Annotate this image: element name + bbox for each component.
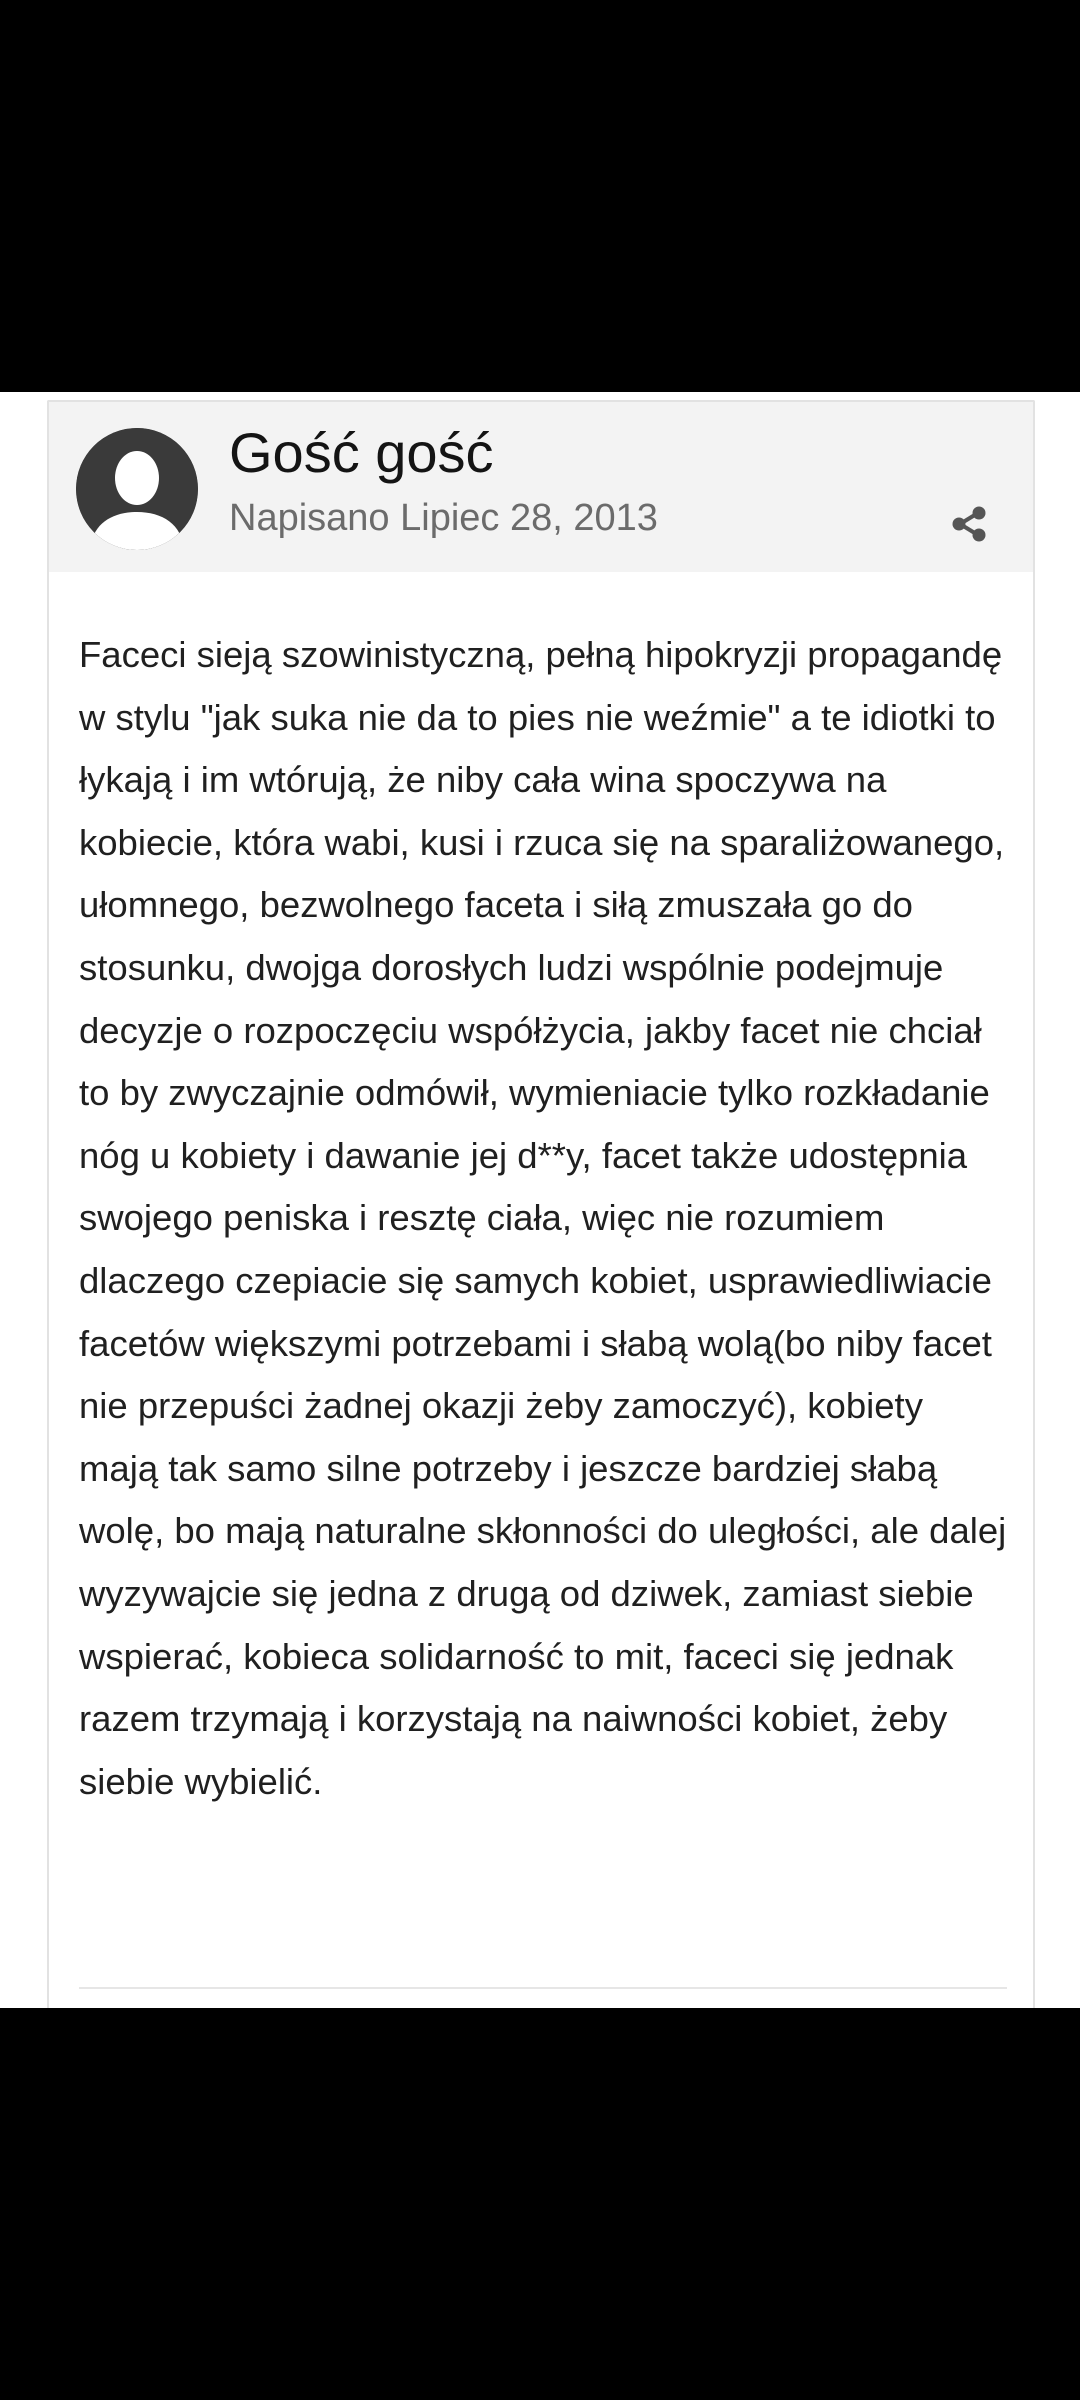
bottom-black-bar [0, 2008, 1080, 2400]
author-name[interactable]: Gość gość [229, 422, 494, 484]
top-black-bar [0, 0, 1080, 392]
post-body: Faceci sieją szowinistyczną, pełną hipokryzji propagandę w stylu "jak suka nie da to pies nie weźmie" a te idiotki to łykają i im wtórują, że niby cała wina spoczywa na kobiecie, która wabi, kusi i rzuca się na sparaliżowanego, ułomnego, bezwolnego faceta i siłą zmuszała go do stosunku, dwojga dorosłych ludzi wspólnie podejmuje decyzje o rozpoczęciu współżycia, jakby facet nie chciał to by zwyczajnie odmówił, wymieniacie tylko rozkładanie nóg u kobiety i dawanie jej d**y, facet także udostępnia swojego peniska i resztę ciała, więc nie rozumiem dlaczego czepiacie się samych kobiet, usprawiedliwiacie facetów większymi potrzebami i słabą wolą(bo niby facet nie przepuści żadnej okazji żeby zamoczyć), kobiety mają tak samo silne potrzeby i jeszcze bardziej słabą wolę, bo mają naturalne skłonności do uległości, ale dalej wyzywajcie się jedna z drugą od dziwek, zamiast siebie wspierać, kobieca solidarność to mit, faceci się jednak razem trzymają i korzystają na naiwności kobiet, żeby siebie wybielić. [79, 634, 1007, 1802]
post-divider [79, 1987, 1007, 1989]
post-header [49, 402, 1033, 572]
content-area [0, 392, 1080, 2008]
post-date: Napisano Lipiec 28, 2013 [229, 497, 658, 539]
share-icon[interactable] [947, 502, 991, 546]
default-avatar-icon[interactable] [76, 428, 198, 550]
post-card [47, 400, 1035, 2020]
